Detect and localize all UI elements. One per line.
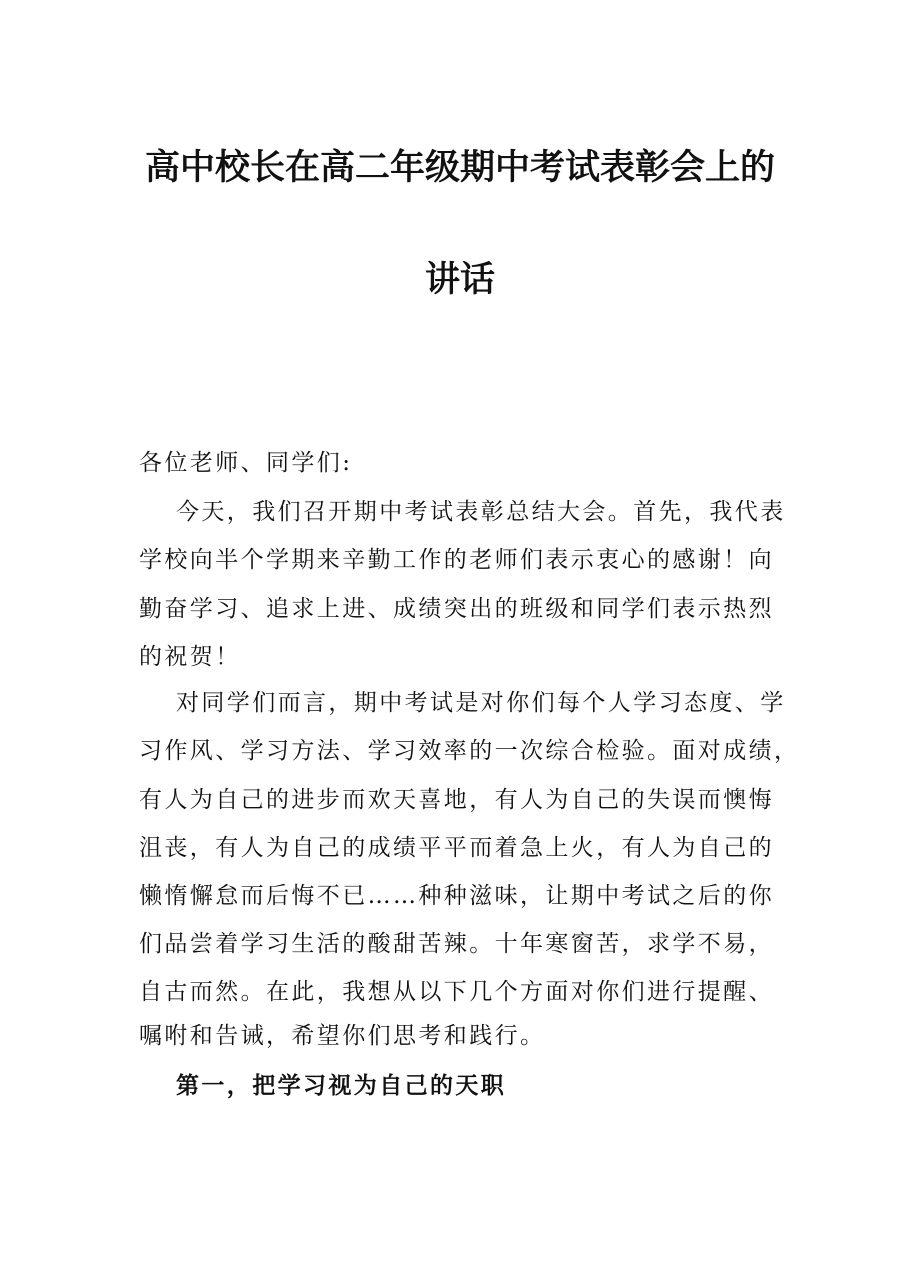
section-heading-1: 第一，把学习视为自己的天职 bbox=[176, 1072, 507, 1099]
paragraph-2-line-8: 嘱咐和告诫，希望你们思考和践行。 bbox=[139, 1023, 546, 1049]
paragraph-2-line-7: 自古而然。在此，我想从以下几个方面对你们进行提醒、 bbox=[139, 979, 774, 1005]
paragraph-1-line-1: 今天，我们召开期中考试表彰总结大会。首先，我代表 bbox=[176, 499, 786, 525]
paragraph-2-line-4: 沮丧，有人为自己的成绩平平而着急上火，有人为自己的 bbox=[139, 835, 774, 861]
paragraph-1-line-3: 勤奋学习、追求上进、成绩突出的班级和同学们表示热烈 bbox=[139, 596, 774, 622]
paragraph-2-line-2: 习作风、学习方法、学习效率的一次综合检验。面对成绩， bbox=[139, 738, 800, 764]
paragraph-2-line-3: 有人为自己的进步而欢天喜地，有人为自己的失误而懊悔 bbox=[139, 787, 774, 813]
paragraph-2-line-5: 懒惰懈怠而后悔不已……种种滋味，让期中考试之后的你 bbox=[139, 883, 774, 909]
paragraph-1-line-4: 的祝贺！ bbox=[139, 644, 241, 670]
document-title-line-1: 高中校长在高二年级期中考试表彰会上的 bbox=[144, 147, 775, 188]
paragraph-1-line-2: 学校向半个学期来辛勤工作的老师们表示衷心的感谢！向 bbox=[139, 547, 774, 573]
document-title-line-2: 讲话 bbox=[424, 259, 495, 300]
paragraph-2-line-1: 对同学们而言，期中考试是对你们每个人学习态度、学 bbox=[176, 690, 786, 716]
paragraph-2-line-6: 们品尝着学习生活的酸甜苦辣。十年寒窗苦，求学不易， bbox=[139, 931, 774, 957]
salutation: 各位老师、同学们: bbox=[139, 450, 353, 476]
